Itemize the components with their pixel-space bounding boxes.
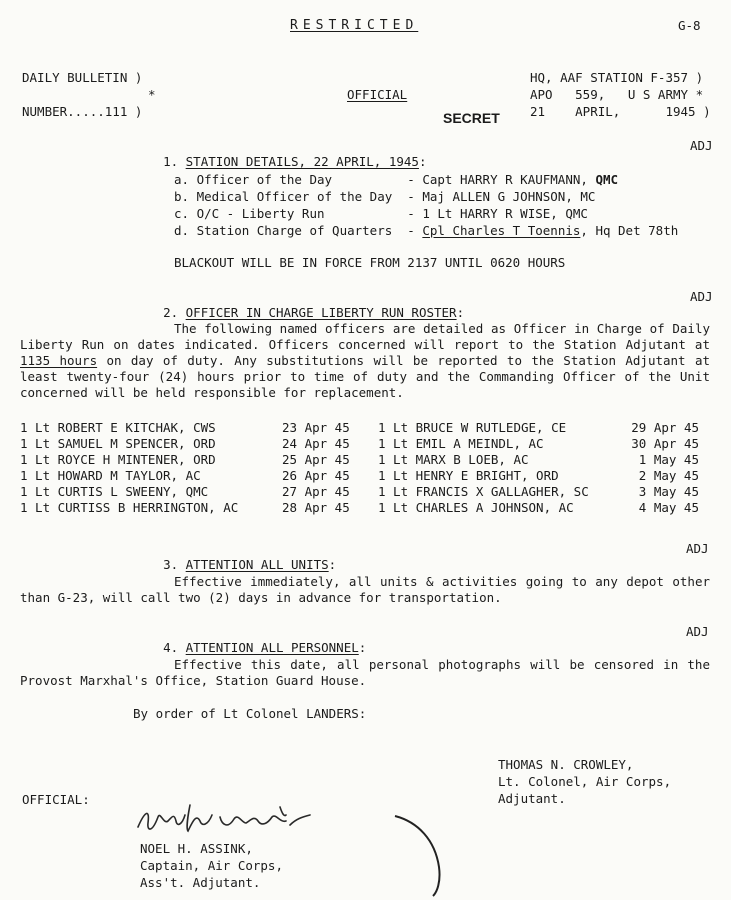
bulletin-star: * [148, 87, 156, 102]
section-title-colon: : [418, 154, 427, 169]
roster-left-date: 23 Apr 45 [282, 420, 350, 435]
roster-right-date: 30 Apr 45 [631, 436, 699, 451]
roster-left-date: 25 Apr 45 [282, 452, 350, 467]
signature-name: NOEL H. ASSINK, [140, 841, 253, 856]
report-time: 1135 hours [20, 353, 98, 368]
detail-value-bold: QMC [595, 172, 619, 187]
roster-right-name: 1 Lt MARX B LOEB, AC [378, 452, 529, 467]
official-label: OFFICIAL [347, 87, 408, 102]
detail-value: - Capt HARRY R KAUFMANN, [407, 172, 596, 187]
signature-rank: Captain, Air Corps, [140, 858, 283, 873]
bulletin-number: NUMBER.....111 ) [22, 104, 143, 119]
section-4-paragraph: Effective this date, all personal photographs will be censored in the Provost Marxhal's Office, Station Guard House. [20, 657, 710, 688]
roster-row [20, 436, 710, 452]
section-1-tag: ADJ [690, 138, 713, 153]
section-title-colon: : [358, 640, 367, 655]
date-line: 21 APRIL, 1945 ) [530, 104, 711, 119]
roster-paragraph [20, 321, 710, 401]
signer-name: THOMAS N. CROWLEY, [498, 757, 634, 772]
roster-left-date: 28 Apr 45 [282, 500, 350, 515]
section-3-paragraph: Effective immediately, all units & activities going to any depot other than G-23, will call two (2) days in advance for transportation. [20, 574, 710, 605]
section-title: STATION DETAILS, 22 APRIL, 1945 [185, 154, 419, 169]
roster-left-name: 1 Lt CURTIS L SWEENY, QMC [20, 484, 209, 499]
bulletin-label: DAILY BULLETIN ) [22, 70, 143, 85]
roster-left-name: 1 Lt CURTISS B HERRINGTON, AC [20, 500, 239, 515]
roster-right-name: 1 Lt EMIL A MEINDL, AC [378, 436, 544, 451]
roster-left-date: 27 Apr 45 [282, 484, 350, 499]
section-number: 3. [163, 557, 179, 572]
hq-line: HQ, AAF STATION F-357 ) [530, 70, 704, 85]
detail-value: - 1 Lt HARRY R WISE, QMC [407, 206, 588, 221]
roster-paragraph-part-1: The following named officers are detailed as Officer in Charge of Daily Liberty Run on dates indicated. Officers concerned will report to the Station Adjutant at [20, 321, 710, 352]
roster-left-name: 1 Lt HOWARD M TAYLOR, AC [20, 468, 201, 483]
detail-value: - [407, 223, 423, 238]
detail-value-rest: , Hq Det 78th [580, 223, 679, 238]
roster-row [20, 484, 710, 500]
roster-left-name: 1 Lt ROBERT E KITCHAK, CWS [20, 420, 216, 435]
roster-right-date: 29 Apr 45 [631, 420, 699, 435]
roster-right-name: 1 Lt CHARLES A JOHNSON, AC [378, 500, 574, 515]
section-3-tag: ADJ [686, 541, 709, 556]
section-number: 4. [163, 640, 179, 655]
stamp-curve-mark [393, 812, 453, 897]
roster-right-date: 1 May 45 [638, 452, 699, 467]
signature-title: Ass't. Adjutant. [140, 875, 261, 890]
roster-right-date: 2 May 45 [638, 468, 699, 483]
signer-rank: Lt. Colonel, Air Corps, [498, 774, 672, 789]
by-order-line: By order of Lt Colonel LANDERS: [133, 706, 367, 721]
detail-label: b. Medical Officer of the Day [174, 189, 408, 204]
roster-row [20, 420, 710, 436]
section-title-colon: : [456, 305, 465, 320]
roster-row [20, 468, 710, 484]
section-2-heading [148, 289, 464, 321]
roster-right-name: 1 Lt FRANCIS X GALLAGHER, SC [378, 484, 589, 499]
roster-row [20, 452, 710, 468]
section-title: ATTENTION ALL PERSONNEL [185, 640, 359, 655]
station-detail-item [174, 172, 618, 188]
roster-left-name: 1 Lt ROYCE H MINTENER, ORD [20, 452, 216, 467]
roster-right-name: 1 Lt HENRY E BRIGHT, ORD [378, 468, 559, 483]
detail-label: d. Station Charge of Quarters [174, 223, 408, 238]
apo-line: APO 559, U S ARMY * [530, 87, 704, 102]
roster-paragraph-part-2: on day of duty. Any substitutions will be reported to the Station Adjutant at least twenty-four (24) hours prior to time of duty and the Commanding Officer of the Unit concerned will be held responsible for replacement. [20, 353, 710, 400]
station-detail-item [174, 223, 678, 239]
station-detail-item [174, 189, 595, 205]
section-4-tag: ADJ [686, 624, 709, 639]
section-title-colon: : [328, 557, 337, 572]
signer-title: Adjutant. [498, 791, 566, 806]
detail-label: a. Officer of the Day [174, 172, 408, 187]
section-1-heading [148, 138, 426, 170]
official-caption: OFFICIAL: [22, 792, 90, 807]
section-4-heading [148, 624, 366, 656]
section-title: OFFICER IN CHARGE LIBERTY RUN ROSTER [185, 305, 457, 320]
blackout-notice: BLACKOUT WILL BE IN FORCE FROM 2137 UNTIL 0620 HOURS [174, 255, 566, 270]
detail-label: c. O/C - Liberty Run [174, 206, 408, 221]
detail-value: - Maj ALLEN G JOHNSON, MC [407, 189, 596, 204]
roster-right-date: 4 May 45 [638, 500, 699, 515]
roster-right-name: 1 Lt BRUCE W RUTLEDGE, CE [378, 420, 567, 435]
section-3-heading [148, 541, 336, 573]
roster-left-name: 1 Lt SAMUEL M SPENCER, ORD [20, 436, 216, 451]
section-2-tag: ADJ [690, 289, 713, 304]
detail-value-underlined: Cpl Charles T Toennis [422, 223, 581, 238]
classification-heading: RESTRICTED [290, 18, 419, 33]
section-number: 1. [163, 154, 179, 169]
secret-stamp: SECRET [443, 110, 500, 126]
roster-row [20, 500, 710, 516]
handwritten-signature [130, 795, 340, 845]
station-detail-item [174, 206, 588, 222]
roster-left-date: 24 Apr 45 [282, 436, 350, 451]
section-number: 2. [163, 305, 179, 320]
section-title: ATTENTION ALL UNITS [185, 557, 329, 572]
roster-right-date: 3 May 45 [638, 484, 699, 499]
page-reference: G-8 [678, 18, 701, 33]
roster-left-date: 26 Apr 45 [282, 468, 350, 483]
